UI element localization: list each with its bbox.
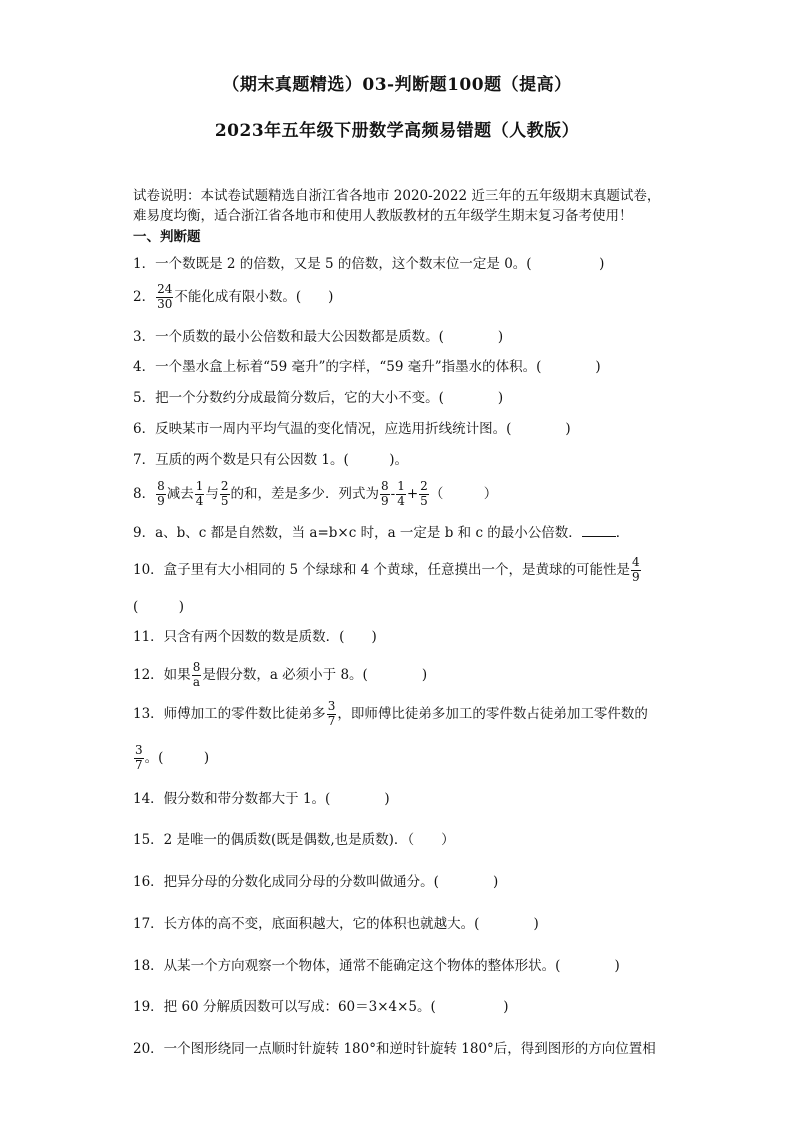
- question-19: 19．把 60 分解质因数可以写成：60＝3×4×5。( ): [133, 999, 509, 1015]
- operator: -: [390, 485, 396, 502]
- answer-blank: [582, 535, 616, 537]
- denominator: 4: [195, 493, 204, 508]
- denominator: 9: [632, 569, 640, 584]
- question-9-text: 9．a、b、c 都是自然数，当 a=b×c 时，a 一定是 b 和 c 的最小公倍数．: [133, 525, 582, 541]
- question-2: [133, 283, 333, 312]
- question-7: 7．互质的两个数是只有公因数 1。( )。: [133, 452, 409, 468]
- question-5: 5．把一个分数约分成最简分数后，它的大小不变。( ): [133, 390, 504, 406]
- operator: +: [406, 485, 419, 502]
- fraction: [156, 283, 173, 312]
- numerator: 1: [397, 479, 405, 493]
- fraction: [156, 480, 166, 509]
- fraction: [195, 480, 205, 509]
- numerator: 1: [195, 479, 204, 493]
- fraction: [631, 556, 641, 585]
- question-12-text: 12．如果: [133, 666, 191, 683]
- instructions-line-2: 难易度均衡，适合浙江省各地市和使用人教版教材的五年级学生期末复习备考使用！: [133, 208, 633, 224]
- question-2-text: 不能化成有限小数。( ): [174, 288, 334, 305]
- question-10-text: 10．盒子里有大小相同的 5 个绿球和 4 个黄球，任意摸出一个，是黄球的可能性是: [133, 561, 631, 578]
- numerator: 3: [135, 743, 143, 757]
- question-13-continued: [133, 744, 209, 773]
- section-heading: 一、判断题: [133, 229, 201, 245]
- fraction: [192, 661, 202, 690]
- question-16: 16．把异分母的分数化成同分母的分数叫做通分。( ): [133, 874, 499, 890]
- fraction: [134, 744, 144, 773]
- question-2-number: 2．: [133, 288, 156, 305]
- fraction: [380, 480, 390, 509]
- question-20: 20．一个图形绕同一点顺时针旋转 180°和逆时针旋转 180°后，得到图形的方向位置相: [133, 1041, 656, 1057]
- numerator: 3: [327, 699, 336, 713]
- question-9-end: ．: [615, 525, 630, 541]
- question-11: 11．只含有两个因数的数是质数．( ): [133, 629, 377, 645]
- question-8-text: 的和，差是多少．列式为: [230, 485, 380, 502]
- question-4: 4．一个墨水盒上标着“59 毫升”的字样，“59 毫升”指墨水的体积。( ): [133, 359, 601, 375]
- question-10: [133, 556, 642, 585]
- denominator: a: [192, 674, 201, 689]
- document-title: （期末真题精选）03-判断题100题（提高）: [222, 75, 572, 95]
- question-8: [133, 480, 497, 509]
- denominator: 5: [220, 493, 229, 508]
- question-17: 17．长方体的高不变，底面积越大，它的体积也就越大。( ): [133, 916, 539, 932]
- denominator: 30: [157, 296, 173, 311]
- denominator: 5: [420, 493, 428, 508]
- fraction: [419, 480, 429, 509]
- question-13-text: 。( ): [144, 749, 210, 766]
- question-10-answer: ( ): [133, 599, 185, 615]
- question-8-number: 8．: [133, 485, 156, 502]
- question-9: [133, 527, 629, 541]
- question-8-text: 与: [205, 485, 219, 502]
- question-3: 3．一个质数的最小公倍数和最大公因数都是质数。( ): [133, 329, 504, 345]
- denominator: 7: [135, 757, 143, 772]
- numerator: 8: [192, 660, 201, 674]
- question-6: 6．反映某市一周内平均气温的变化情况，应选用折线统计图。( ): [133, 421, 571, 437]
- question-12: [133, 661, 427, 690]
- numerator: 8: [157, 479, 165, 493]
- instructions-line-1: 试卷说明：本试卷试题精选自浙江省各地市 2020-2022 近三年的五年级期末真题试卷，: [133, 188, 661, 204]
- fraction: [220, 480, 230, 509]
- question-1: 1．一个数既是 2 的倍数，又是 5 的倍数，这个数末位一定是 0。( ): [133, 256, 605, 272]
- question-8-text: 减去: [166, 485, 194, 502]
- numerator: 4: [632, 555, 640, 569]
- question-12-text: 是假分数，a 必须小于 8。( ): [202, 666, 428, 683]
- question-13-text: ，即师傅比徒弟多加工的零件数占徒弟加工零件数的: [337, 705, 648, 722]
- denominator: 9: [157, 493, 165, 508]
- denominator: 9: [381, 493, 389, 508]
- denominator: 4: [397, 493, 405, 508]
- question-18: 18．从某一个方向观察一个物体，通常不能确定这个物体的整体形状。( ): [133, 958, 620, 974]
- numerator: 2: [420, 479, 428, 493]
- fraction: [396, 480, 406, 509]
- document-subtitle: 2023年五年级下册数学高频易错题（人教版）: [214, 121, 580, 141]
- fraction: [327, 700, 337, 729]
- question-13: [133, 700, 648, 729]
- numerator: 2: [220, 479, 229, 493]
- answer-blank: （ ）: [429, 485, 498, 502]
- question-14: 14．假分数和带分数都大于 1。( ): [133, 791, 390, 807]
- numerator: 8: [381, 479, 389, 493]
- numerator: 24: [157, 282, 173, 296]
- denominator: 7: [327, 713, 336, 728]
- question-13-text: 13．师傅加工的零件数比徒弟多: [133, 705, 326, 722]
- question-15: 15．2 是唯一的偶质数(既是偶数,也是质数)．（ ）: [133, 832, 455, 848]
